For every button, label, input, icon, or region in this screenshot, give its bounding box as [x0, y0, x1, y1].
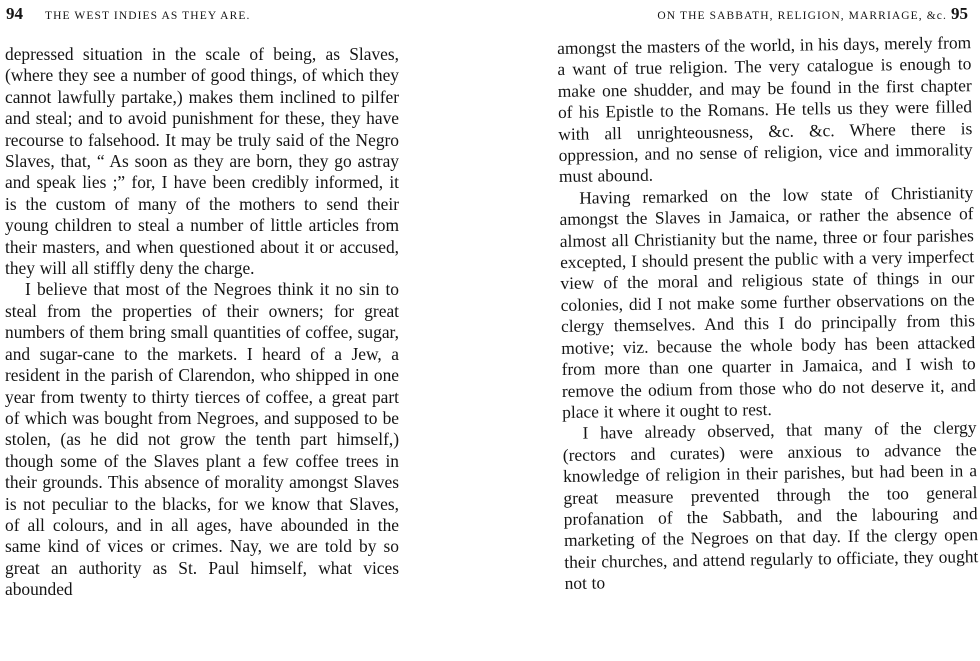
left-page [0, 0, 410, 661]
left-page-number: 94 [6, 4, 23, 23]
right-page [550, 0, 980, 661]
right-running-head [657, 4, 968, 24]
right-page-body [557, 32, 979, 594]
left-running-head [6, 4, 250, 24]
left-page-body [5, 44, 399, 601]
paragraph: amongst the masters of the world, in his days, merely from a want of true religion. The very catalogue is enough to make one shudder, and may be found in the first chapter of his Epistle to the Romans. He tells us they were filled with all unrighteousness, &c. &c. Where there is oppression, and no sense of religion, vice and immorality must abound. [557, 32, 973, 187]
paragraph: I have already observed, that many of the clergy (rectors and curates) were anxious to advance the knowledge of religion in their parishes, but had been in a great measure prevented through the too general profanation of the Sabbath, and the labouring and marketing of the Negroes on that day. If the clergy open their churches, and attend regularly to officiate, they ought not to [562, 417, 979, 594]
paragraph: depressed situation in the scale of being, as Slaves,(where they see a number of good things, of which they cannot lawfully partake,) makes them inclined to pilfer and steal; and to avoid punishment for these, they have recourse to falsehood. It may be truly said of the Negro Slaves, that, “ As soon as they are born, they go astray and speak lies ;” for, I have been credibly informed, it is the custom of many of the mothers to send their young children to steal a number of little articles from their masters, and when questioned about it or accused, they will all stiffly deny the charge. [5, 44, 399, 279]
paragraph: Having remarked on the low state of Christianity amongst the Slaves in Jamaica, or rather the absence of almost all Christianity but the name, three or four parishes excepted, I should present the public with a very imperfect view of the moral and religious state of things in our colonies, did I not make some further observations on the clergy themselves. And this I do principally from this motive; viz. because the whole body has been attacked from more than one quarter in Jamaica, and I wish to remove the odium from those who do not deserve it, and place it where it ought to rest. [559, 182, 977, 422]
right-running-head-title: ON THE SABBATH, RELIGION, MARRIAGE, &c. [657, 10, 947, 22]
right-page-number: 95 [951, 4, 968, 23]
paragraph: I believe that most of the Negroes think it no sin to steal from the properties of their owners; for great numbers of them bring small quantities of coffee, sugar, and sugar-cane to the markets. I heard of a Jew, a resident in the parish of Clarendon, who shipped in one year from twenty to thirty tierces of coffee, a great part of which was bought from Negroes, and supposed to be stolen, (as he did not grow the tenth part himself,) though some of the Slaves plant a few coffee trees in their grounds. This absence of morality amongst Slaves is not peculiar to the blacks, for we know that Slaves, of all colours, and in all ages, have abounded in the same kind of vices or crimes. Nay, we are told by so great an authority as St. Paul himself, what vices abounded [5, 279, 399, 600]
left-running-head-title: THE WEST INDIES AS THEY ARE. [45, 10, 251, 22]
gutter [410, 0, 550, 661]
